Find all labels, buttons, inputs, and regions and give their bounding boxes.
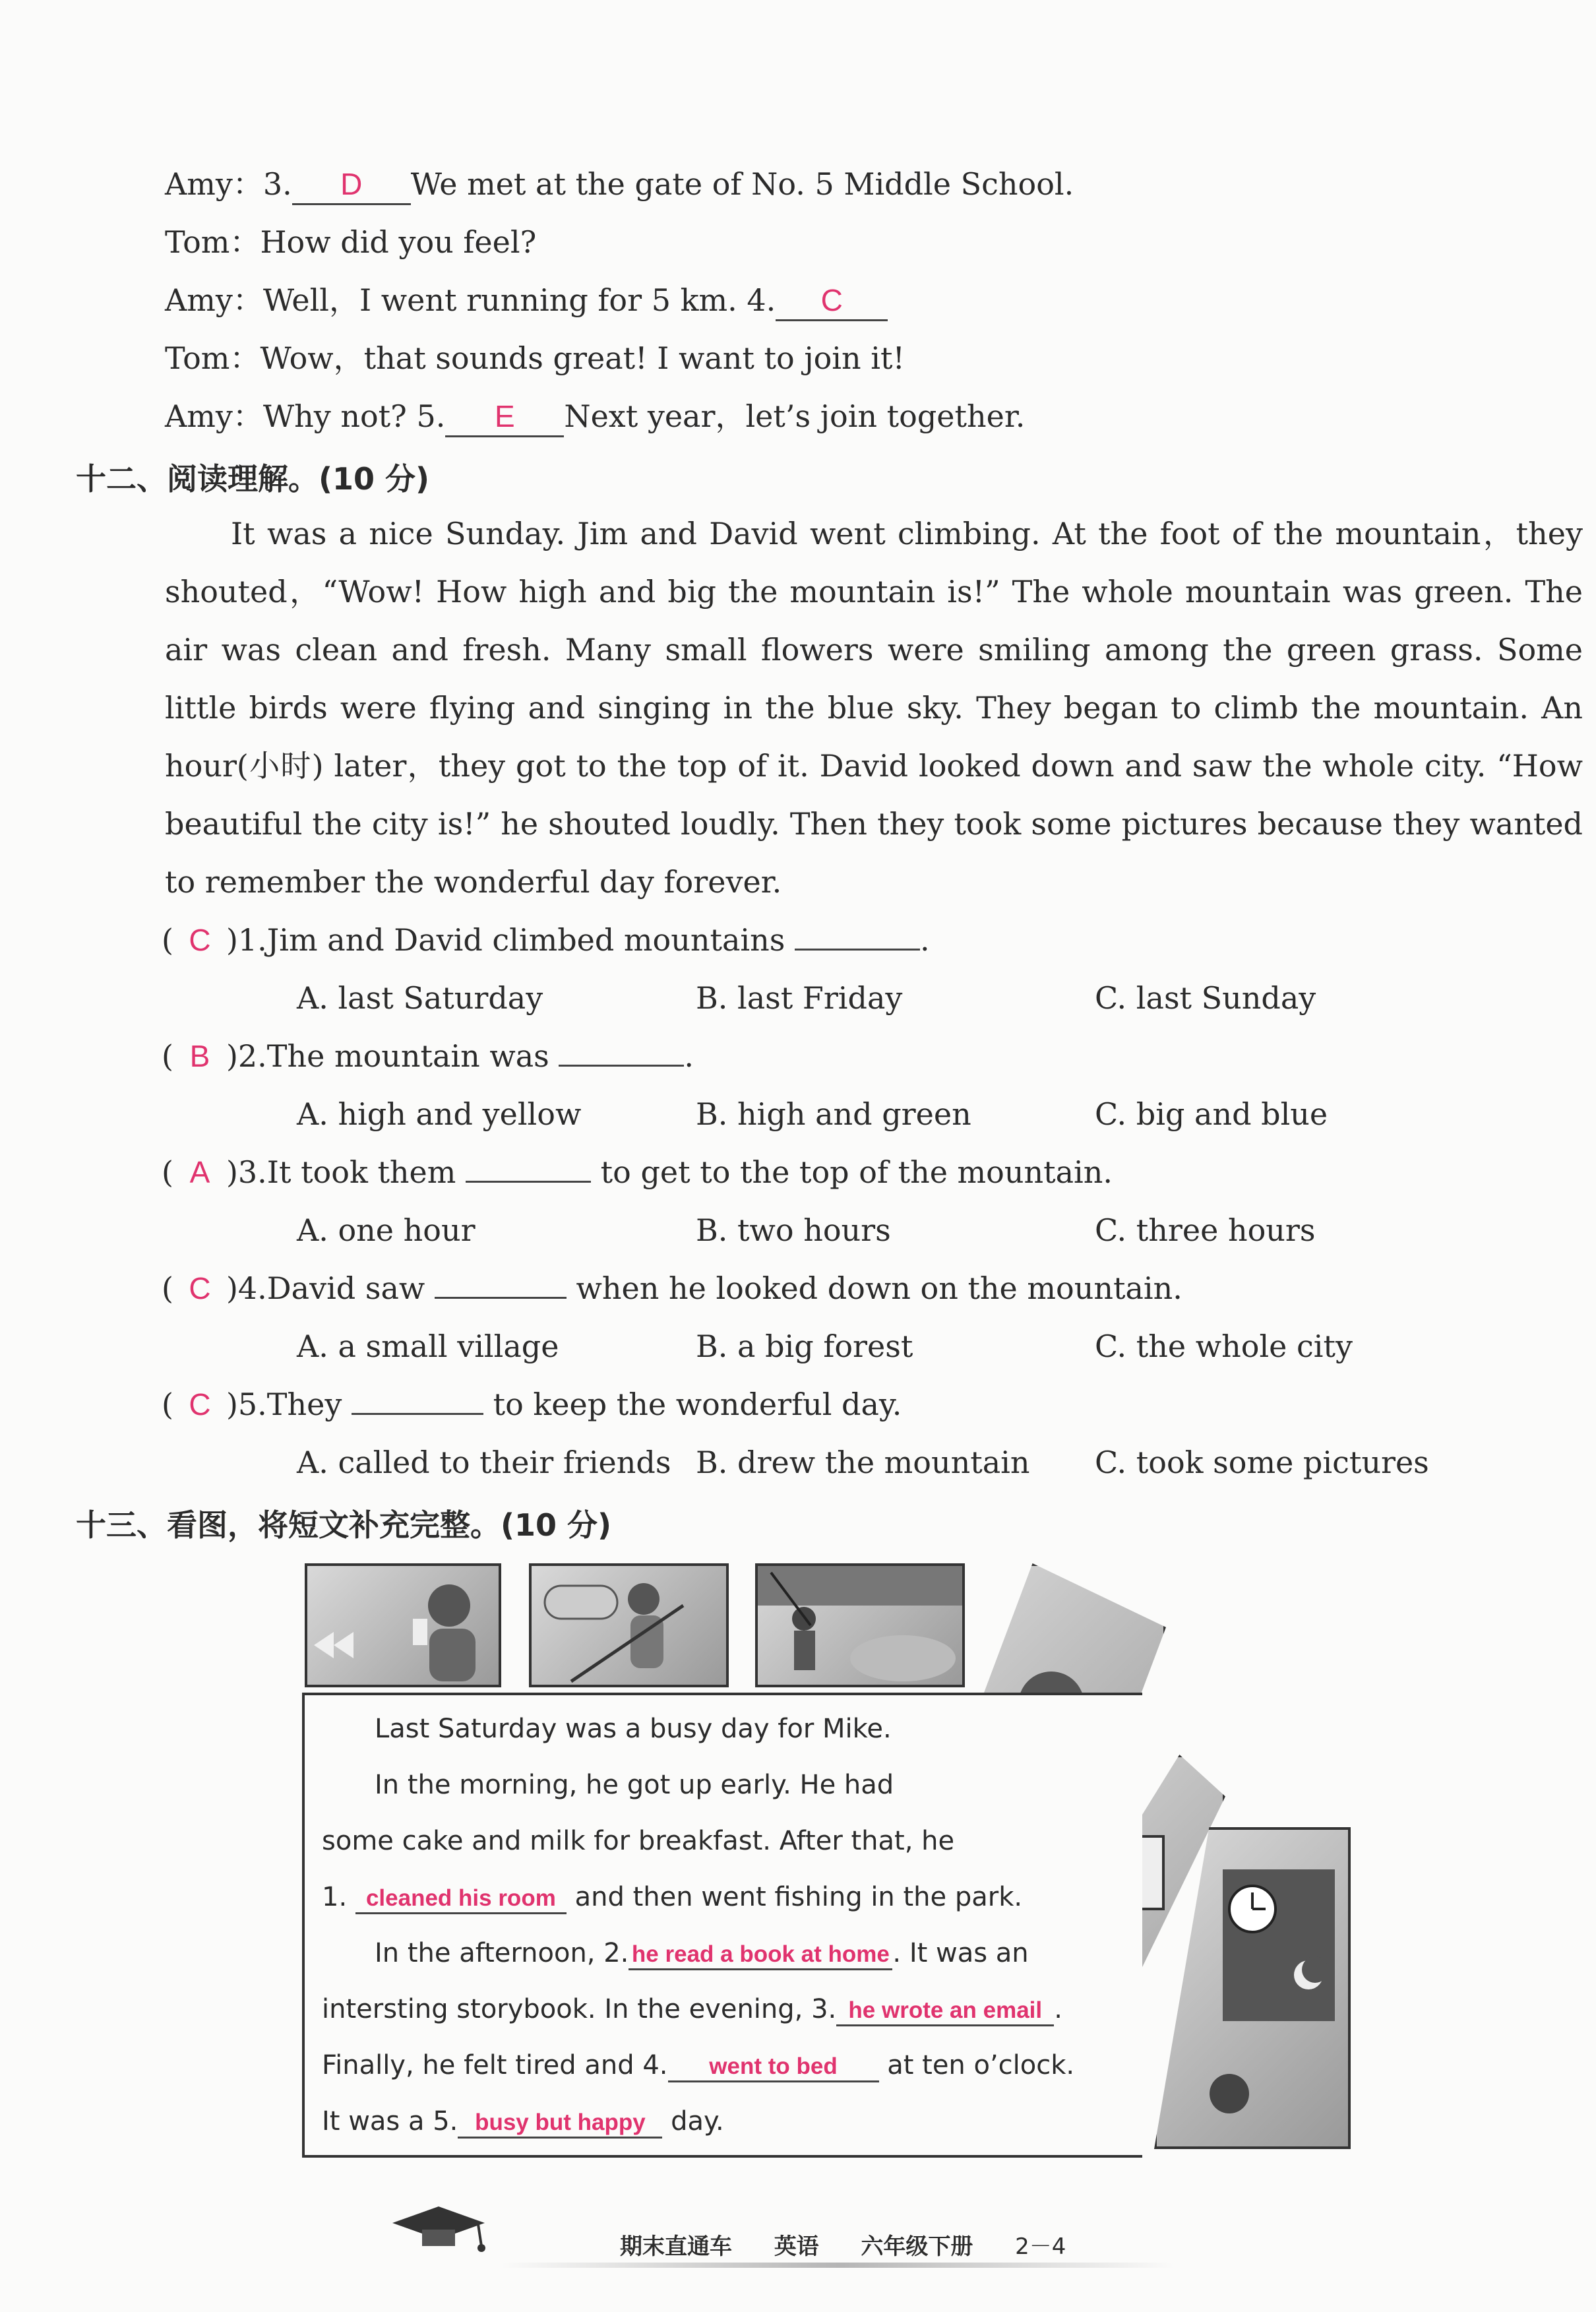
handwritten-answer: C — [189, 1271, 211, 1305]
story-line-blank-1 — [322, 1882, 1022, 1914]
option-b: B. two hours — [696, 1212, 891, 1248]
option-c: C. took some pictures — [1095, 1445, 1429, 1480]
handwritten-answer: C — [189, 923, 211, 957]
story-text: . — [1054, 1994, 1062, 2024]
handwritten-answer: cleaned his room — [365, 1885, 556, 1911]
question-number: )5. — [226, 1387, 267, 1422]
item-number: 3. — [262, 166, 292, 202]
section-13-title: 十三、看图，将短文补充完整。(10 分) — [76, 1507, 612, 1543]
picture-breakfast — [305, 1563, 501, 1687]
question-4: ( C )4.David saw when he looked down on the mountain. — [162, 1270, 1182, 1306]
fishing-illustration-icon — [758, 1566, 962, 1685]
picture-fishing — [755, 1563, 965, 1687]
story-text: intersting storybook. In the evening, 3. — [322, 1994, 837, 2024]
footer-grade: 六年级下册 — [861, 2234, 973, 2260]
story-text: . It was an — [892, 1938, 1029, 1968]
question-text: Jim and David climbed mountains — [266, 922, 785, 958]
answer-blank — [795, 949, 920, 951]
footer-subject: 英语 — [774, 2234, 819, 2260]
dialogue-text: Well，I went running for 5 km. — [262, 282, 737, 318]
option-a: A. one hour — [297, 1212, 476, 1248]
footer — [620, 2228, 1066, 2261]
handwritten-answer: E — [494, 399, 515, 433]
handwritten-answer: he wrote an email — [848, 1997, 1043, 2023]
story-box — [302, 1693, 1142, 2158]
question-text: David saw — [266, 1270, 425, 1306]
story-line-blank-4 — [322, 2050, 1074, 2082]
question-text: . — [919, 922, 930, 958]
question-number: )4. — [226, 1270, 267, 1306]
option-a: A. last Saturday — [297, 980, 543, 1016]
option-c: C. last Sunday — [1095, 980, 1316, 1016]
question-text: . — [684, 1038, 694, 1074]
answer-blank — [355, 1882, 567, 1914]
question-2: ( B )2.The mountain was . — [162, 1038, 694, 1074]
answer-blank — [458, 2106, 662, 2139]
question-1: ( C )1.Jim and David climbed mountains . — [162, 922, 930, 958]
dialogue-text: How did you feel? — [260, 224, 537, 260]
option-b: B. high and green — [696, 1096, 971, 1132]
breakfast-illustration-icon — [307, 1566, 499, 1685]
question-text: The mountain was — [266, 1038, 549, 1074]
question-text: to keep the wonderful day. — [493, 1387, 902, 1422]
speaker: Tom： — [165, 340, 261, 376]
answer-blank — [629, 1938, 892, 1970]
story-line: some cake and milk for breakfast. After that, he — [322, 1826, 955, 1856]
story-text: at ten o’clock. — [887, 2050, 1075, 2080]
handwritten-answer: went to bed — [709, 2053, 838, 2079]
story-text: In the afternoon, 2. — [375, 1938, 629, 1968]
handwritten-answer: B — [189, 1039, 210, 1073]
dialogue-text: Wow，that sounds great! I want to join it! — [260, 340, 905, 376]
answer-blank — [445, 397, 564, 437]
page-number: 2－4 — [1015, 2234, 1066, 2260]
handwritten-answer: C — [189, 1387, 211, 1422]
answer-blank — [836, 1994, 1054, 2026]
handwritten-answer: he read a book at home — [631, 1941, 890, 1967]
story-line: In the morning, he got up early. He had — [375, 1770, 894, 1800]
speaker: Tom： — [165, 224, 261, 260]
question-text: when he looked down on the mountain. — [576, 1270, 1182, 1306]
handwritten-answer: busy but happy — [475, 2109, 646, 2135]
item-number: 5. — [416, 398, 446, 434]
speaker: Amy： — [165, 166, 263, 202]
footer-book: 期末直通车 — [620, 2234, 732, 2260]
question-number: )3. — [226, 1154, 267, 1190]
answer-blank — [776, 281, 888, 321]
story-text: Finally, he felt tired and 4. — [322, 2050, 668, 2080]
answer-blank — [292, 165, 411, 205]
reading-passage: It was a nice Sunday. Jim and David went climbing. At the foot of the mountain，they shouted，“Wow! How high and big the mountain is!” The whole mountain was green. The air was clean and fresh. Many small flowers were smiling among the green grass. Some little birds were flying and singing in the blue sky. They began to climb the mountain. An hour(小时) later，they got to the top of it. David looked down and saw the whole city. “How beautiful the city is!” he shouted loudly. Then they took some pictures because they wanted to remember the wonderful day forever. — [165, 516, 1583, 900]
question-number: )1. — [226, 922, 267, 958]
graduation-cap-icon — [386, 2203, 491, 2256]
answer-blank — [559, 1065, 684, 1067]
answer-blank — [668, 2050, 879, 2082]
question-number: )2. — [226, 1038, 267, 1074]
dialogue-line-5 — [165, 397, 1025, 437]
handwritten-answer: A — [189, 1155, 210, 1189]
item-number: 1. — [322, 1882, 348, 1912]
answer-blank — [435, 1297, 567, 1299]
option-b: B. last Friday — [696, 980, 903, 1016]
story-text: It was a 5. — [322, 2106, 458, 2137]
option-c: C. the whole city — [1095, 1328, 1353, 1364]
speaker: Amy： — [165, 398, 263, 434]
story-line-blank-2 — [375, 1938, 1029, 1970]
option-a: A. a small village — [297, 1328, 559, 1364]
option-a: A. called to their friends — [297, 1445, 671, 1480]
answer-blank — [352, 1413, 483, 1415]
dialogue-line-4 — [165, 281, 888, 321]
item-number: 4. — [747, 282, 776, 318]
dialogue-text: We met at the gate of No. 5 Middle School. — [410, 166, 1074, 202]
speaker: Amy： — [165, 282, 263, 318]
picture-cleaning — [529, 1563, 729, 1687]
option-c: C. three hours — [1095, 1212, 1316, 1248]
story-text: day. — [671, 2106, 724, 2137]
dialogue-line-3 — [165, 165, 1074, 205]
cleaning-illustration-icon — [532, 1566, 726, 1685]
story-text: and then went fishing in the park. — [574, 1882, 1023, 1912]
option-b: B. drew the mountain — [696, 1445, 1030, 1480]
dialogue-text: Why not? — [262, 398, 407, 434]
question-text: to get to the top of the mountain. — [600, 1154, 1113, 1190]
question-5: ( C )5.They to keep the wonderful day. — [162, 1387, 902, 1422]
dialogue-text: Next year，let’s join together. — [564, 398, 1026, 434]
option-c: C. big and blue — [1095, 1096, 1328, 1132]
dialogue-line-tom-2 — [165, 339, 905, 377]
section-12-title: 十二、阅读理解。(10 分) — [76, 461, 430, 497]
story-line-blank-5 — [322, 2106, 724, 2139]
footer-divider — [501, 2263, 1174, 2268]
answer-blank — [466, 1181, 591, 1183]
handwritten-answer: C — [820, 283, 843, 317]
option-b: B. a big forest — [696, 1328, 913, 1364]
dialogue-line-tom-1 — [165, 223, 536, 261]
question-text: It took them — [266, 1154, 456, 1190]
story-line-blank-3 — [322, 1994, 1062, 2026]
option-a: A. high and yellow — [297, 1096, 582, 1132]
question-3: ( A )3.It took them to get to the top of the mountain. — [162, 1154, 1113, 1190]
story-line: Last Saturday was a busy day for Mike. — [375, 1714, 892, 1744]
handwritten-answer: D — [340, 167, 363, 201]
question-text: They — [266, 1387, 342, 1422]
